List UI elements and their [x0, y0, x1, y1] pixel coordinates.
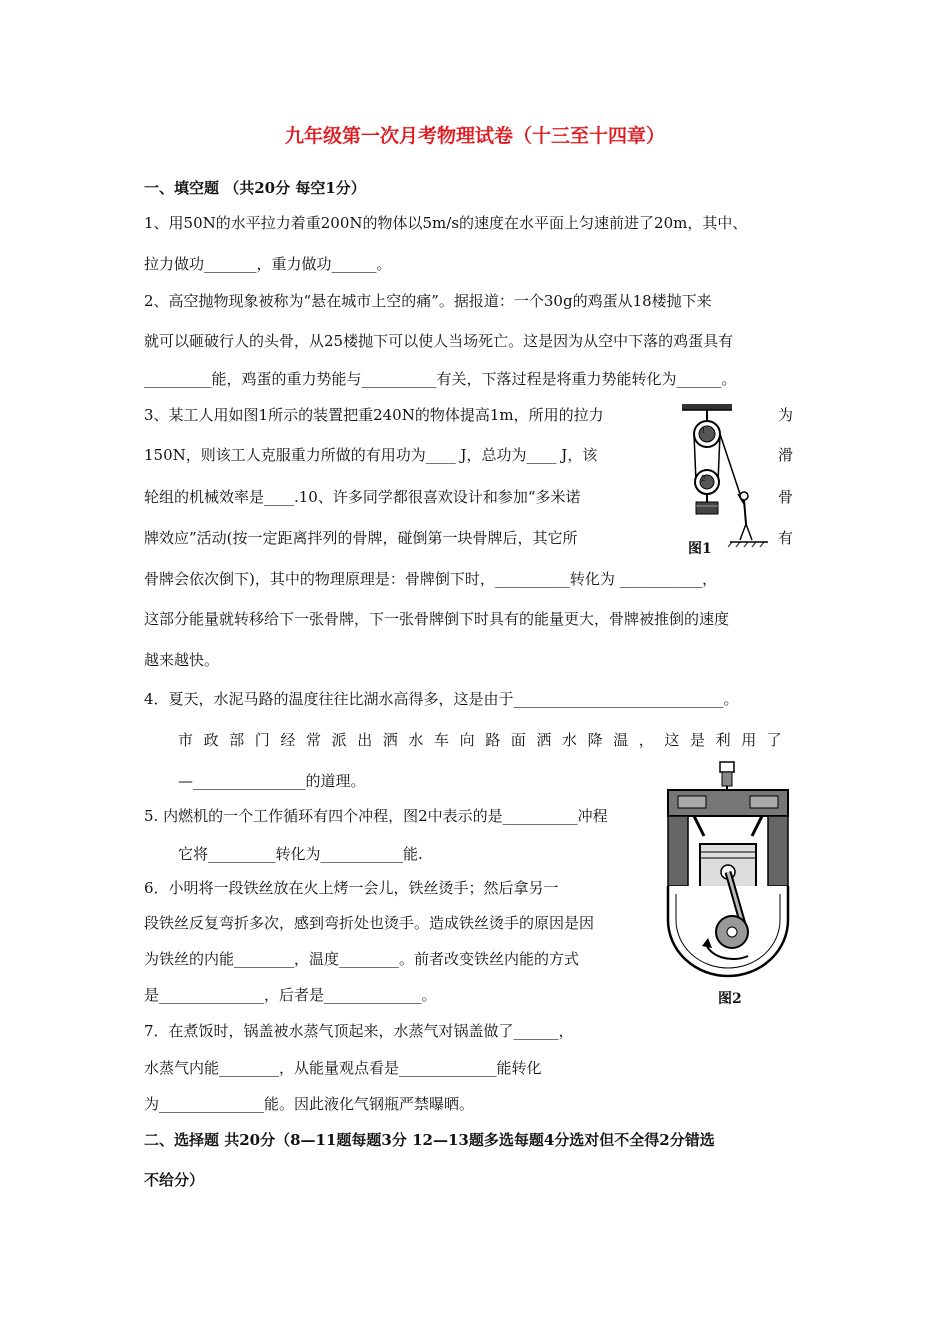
- q3-line-3-end: 骨: [778, 488, 794, 506]
- q3-line-4: 牌效应”活动(按一定距离拌列的骨牌，碰倒第一块骨牌后，其它所: [144, 529, 578, 547]
- figure-2-caption: 图2: [718, 991, 742, 1007]
- q1-line-2: 拉力做功_______，重力做功______。: [144, 255, 392, 273]
- q3-line-6: 这部分能量就转移给下一张骨牌，下一张骨牌倒下时具有的能量更大，骨牌被推倒的速度: [144, 610, 730, 628]
- q2-line-3: _________能，鸡蛋的重力势能与__________有关，下落过程是将重力势能转化为______。: [144, 370, 737, 388]
- q3-line-3: 轮组的机械效率是____.10、许多同学都很喜欢设计和参加“多米诺: [144, 488, 581, 506]
- q7-line-2: 水蒸气内能________，从能量观点看是_____________能转化: [144, 1059, 542, 1077]
- q2-line-1: 2、高空抛物现象被称为“悬在城市上空的痛”。据报道：一个30g的鸡蛋从18楼抛下来: [144, 292, 712, 310]
- q3-line-1: 3、某工人用如图1所示的装置把重240N的物体提高1m，所用的拉力: [144, 406, 604, 424]
- q3-line-2: 150N，则该工人克服重力所做的有用功为____ J，总功为____ J，该: [144, 446, 598, 464]
- q4-line-3: —_______________的道理。: [178, 772, 366, 790]
- pulley-system-figure: [680, 402, 770, 552]
- q6-line-1: 6．小明将一段铁丝放在火上烤一会儿，铁丝烫手；然后拿另一: [144, 879, 559, 897]
- q6-line-4: 是______________，后者是_____________。: [144, 986, 437, 1004]
- figure-1-caption: 图1: [688, 541, 712, 557]
- q6-line-3: 为铁丝的内能________，温度________。前者改变铁丝内能的方式: [144, 950, 580, 968]
- q6-line-2: 段铁丝反复弯折多次，感到弯折处也烫手。造成铁丝烫手的原因是因: [144, 914, 595, 932]
- section1-heading: 一、填空题 （共20分 每空1分）: [144, 179, 366, 197]
- q4-line-2-text: 市政部门经常派出洒水车向路面洒水降温，这是利用了: [178, 731, 793, 749]
- pulley-1-label: 1: [701, 426, 707, 435]
- q7-line-3: 为______________能。因此液化气钢瓶严禁曝晒。: [144, 1095, 475, 1113]
- section2-heading-line-1: 二、选择题 共20分（8—11题每题3分 12—13题多选每题4分选对但不全得2分错选: [144, 1131, 715, 1149]
- q2-line-2: 就可以砸破行人的头骨，从25楼抛下可以使人当场死亡。这是因为从空中下落的鸡蛋具有: [144, 332, 734, 350]
- page-title: 九年级第一次月考物理试卷（十三至十四章）: [284, 125, 665, 147]
- q4-line-2: [178, 730, 806, 750]
- q3-line-5: 骨牌会依次倒下)，其中的物理原理是：骨牌倒下时，__________转化为 ___________，: [144, 570, 718, 588]
- section2-heading-line-2: 不给分）: [144, 1171, 205, 1189]
- q3-line-1-end: 为: [778, 406, 794, 424]
- q1-line-1: 1、用50N的水平拉力着重200N的物体以5m/s的速度在水平面上匀速前进了20m，其中、: [144, 214, 748, 232]
- pulley-2-label: 2: [701, 474, 707, 483]
- q5-line-1: 5. 内燃机的一个工作循环有四个冲程，图2中表示的是__________冲程: [144, 807, 608, 825]
- q3-line-2-end: 滑: [778, 446, 794, 464]
- q3-line-7: 越来越快。: [144, 651, 220, 669]
- q5-line-2: 它将_________转化为___________能.: [178, 845, 423, 863]
- q7-line-1: 7．在煮饭时，锅盖被水蒸气顶起来，水蒸气对锅盖做了______，: [144, 1022, 574, 1040]
- engine-cylinder-figure: [664, 760, 792, 980]
- q3-line-4-end: 有: [778, 529, 794, 547]
- q4-line-1: 4．夏天，水泥马路的温度往往比湖水高得多，这是由于____________________________。: [144, 690, 739, 708]
